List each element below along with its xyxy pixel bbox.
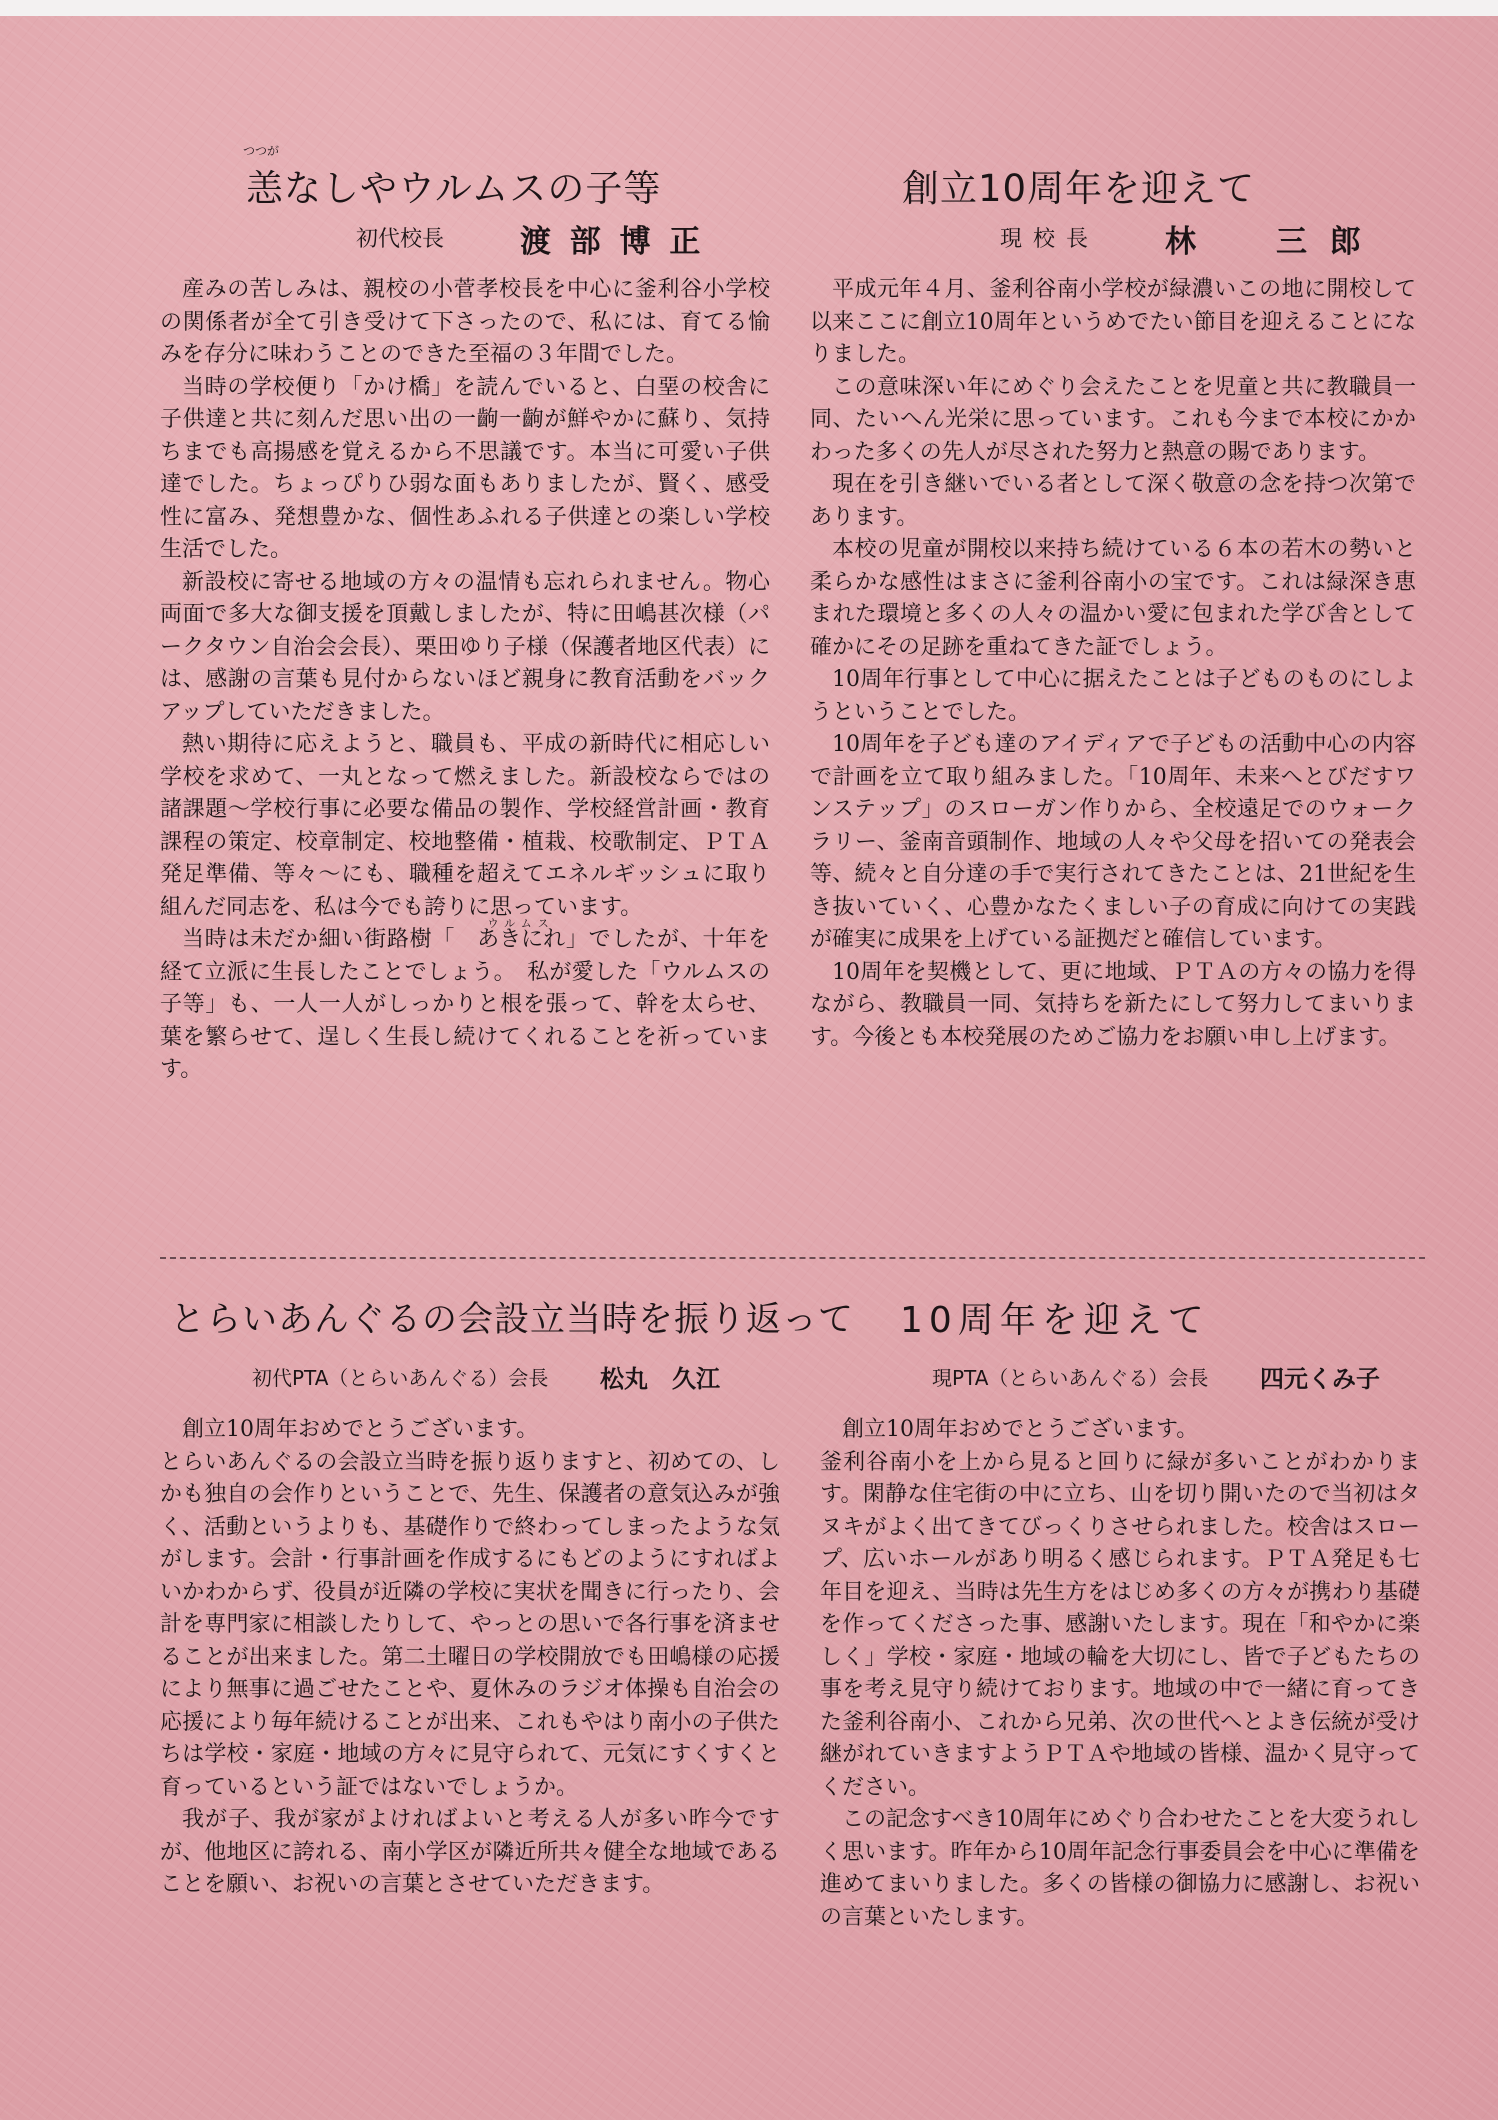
author-role: 現PTA（とらいあんぐる）会長 — [932, 1366, 1209, 1390]
paragraph: 我が子、我が家がよければよいと考える人が多い昨今ですが、他地区に誇れる、南小学区が隣近所共々健全な地域であることを願い、お祝いの言葉とさせていただきます。 — [160, 1807, 780, 1897]
article-header — [810, 150, 1416, 216]
paragraph: 釜利谷南小を上から見ると回りに緑が多いことがわかります。閑静な住宅街の中に立ち、山を切り開いたので当初はタヌキがよく出てきてびっくりさせられました。校舎はスロープ、広いホールがあり明るく感じられます。ＰＴＡ発足も七年目を迎え、当時は先生方をはじめ多くの方々が携わり基礎を作ってくださった事、感謝いたします。現在「和やかに楽しく」学校・家庭・地域の輪を大切にし、皆で子どもたちの事を考え見守り続けております。地域の中で一緒に育ってきた釜利谷南小、これから兄弟、次の世代へとよき伝統が受け継がれていきますようＰＴＡや地域の皆様、温かく見守ってください。 — [820, 1449, 1420, 1800]
article-first-principal — [160, 144, 770, 1087]
ruby-base: あきにれ — [477, 927, 566, 952]
article-title: とらいあんぐるの会設立当時を振り返って — [170, 1300, 855, 1340]
byline — [810, 216, 1416, 274]
paragraph-text: 」でしたが、十年を経て立派に生長したことでしょう。 私が愛した「ウルムスの子等」も、一人一人がしっかりと根を張って、幹を太らせ、葉を繁らせて、逞しく生長し続けてくれることを祈っています。 — [160, 927, 770, 1082]
byline — [160, 216, 770, 274]
paragraph: 10周年を子ども達のアイディアで子どもの活動中心の内容で計画を立て取り組みました。「10周年、未来へとびだすワンステップ」のスローガン作りから、全校遠足でのウォークラリー、釜南音頭制作、地域の人々や父母を招いての発表会等、続々と自分達の手で実行されてきたことは、21世紀を生き抜いていく、心豊かなたくましい子の育成に向けての実践が確実に成果を上げている証拠だと確信しています。 — [810, 732, 1416, 952]
paragraph: この意味深い年にめぐり会えたことを児童と共に教職員一同、たいへん光栄に思っています。これも今まで本校にかかわった多くの先人が尽された努力と熱意の賜であります。 — [810, 374, 1416, 465]
ruby-word — [455, 917, 566, 957]
article-body — [820, 1414, 1420, 1934]
article-header — [820, 1290, 1420, 1356]
ruby-annotation: ウルムス — [487, 917, 555, 930]
article-body — [810, 274, 1416, 1054]
article-body — [160, 274, 770, 1087]
paragraph: 10周年行事として中心に据えたことは子どものものにしようということでした。 — [810, 667, 1416, 725]
author-name: 四元くみ子 — [1260, 1365, 1380, 1393]
paragraph: 現在を引き継いでいる者として深く敬意の念を持つ次第であります。 — [810, 472, 1416, 530]
author-name: 松丸 久江 — [600, 1365, 720, 1393]
paragraph: 熱い期待に応えようと、職員も、平成の新時代に相応しい学校を求めて、一丸となって燃えました。新設校ならではの諸課題～学校行事に必要な備品の製作、学校経営計画・教育課程の策定、校章制定、校地整備・植栽、校歌制定、ＰＴＡ発足準備、等々～にも、職種を超えてエネルギッシュに取り組んだ同志を、私は今でも誇りに思っています。 — [160, 732, 770, 920]
paragraph: 本校の児童が開校以来持ち続けている６本の若木の勢いと柔らかな感性はまさに釜利谷南小の宝です。これは緑深き恵まれた環境と多くの人々の温かい愛に包まれた学び舎として確かにその足跡を重ねてきた証でしょう。 — [810, 537, 1416, 660]
byline — [820, 1356, 1420, 1414]
article-title: 恙なしやウルムスの子等 — [246, 167, 662, 210]
title-ruby: つつが — [243, 144, 280, 158]
paragraph-text: 当時は未だか細い街路樹「 — [182, 927, 456, 952]
paragraph: 新設校に寄せる地域の方々の温情も忘れられません。物心両面で多大な御支援を頂戴しましたが、特に田嶋甚次様（パークタウン自治会会長）、栗田ゆり子様（保護者地区代表）には、感謝の言葉も見付からないほど親身に教育活動をバックアップしていただきました。 — [160, 569, 770, 725]
article-current-pta-president — [820, 1290, 1420, 1934]
author-name: 渡 部 博 正 — [520, 224, 705, 260]
article-title: 10周年を迎えて — [900, 1300, 1210, 1341]
scan-top-margin — [0, 0, 1498, 16]
article-first-pta-president — [160, 1290, 855, 1902]
paragraph: 平成元年４月、釜利谷南小学校が緑濃いこの地に開校して以来ここに創立10周年というめでたい節目を迎えることになりました。 — [810, 277, 1416, 367]
author-role: 初代PTA（とらいあんぐる）会長 — [252, 1366, 549, 1390]
paragraph: この記念すべき10周年にめぐり合わせたことを大変うれしく思います。昨年から10周年記念行事委員会を中心に準備を進めてまいりました。多くの皆様の御協力に感謝し、お祝いの言葉といたします。 — [820, 1807, 1420, 1930]
article-header — [160, 1290, 855, 1356]
article-body — [160, 1414, 780, 1902]
byline — [160, 1356, 780, 1414]
section-divider — [160, 1257, 1425, 1259]
author-role: 現 校 長 — [1000, 227, 1090, 252]
paragraph: 10周年を契機として、更に地域、ＰＴＡの方々の協力を得ながら、教職員一同、気持ちを新たにして努力してまいります。今後とも本校発展のためご協力をお願い申し上げます。 — [810, 959, 1416, 1050]
author-name: 林 三 郎 — [1165, 224, 1367, 260]
paragraph: とらいあんぐるの会設立当時を振り返りますと、初めての、しかも独自の会作りということで、先生、保護者の意気込みが強く、活動というよりも、基礎作りで終わってしまったような気がします。会計・行事計画を作成するにもどのようにすればよいかわからず、役員が近隣の学校に実状を聞きに行ったり、会計を専門家に相談したりして、やっとの思いで各行事を済ませることが出来ました。第二土曜日の学校開放でも田嶋様の応援により無事に過ごせたことや、夏休みのラジオ体操も自治会の応援により毎年続けることが出来、これもやはり南小の子供たちは学校・家庭・地域の方々に見守られて、元気にすくすくと育っているという証ではないでしょうか。 — [160, 1449, 780, 1800]
paragraph — [160, 917, 770, 1087]
article-current-principal — [810, 150, 1416, 1054]
paragraph: 当時の学校便り「かけ橋」を読んでいると、白堊の校舎に子供達と共に刻んだ思い出の一齣一齣が鮮やかに蘇り、気持ちまでも高揚感を覚えるから不思議です。本当に可愛い子供達でした。ちょっぴりひ弱な面もありましたが、賢く、感受性に富み、発想豊かな、個性あふれる子供達との楽しい学校生活でした。 — [160, 374, 770, 562]
paragraph: 創立10周年おめでとうございます。 — [842, 1417, 1199, 1442]
paragraph: 産みの苦しみは、親校の小菅孝校長を中心に釜利谷小学校の関係者が全て引き受けて下さったので、私には、育てる愉みを存分に味わうことのできた至福の３年間でした。 — [160, 277, 770, 367]
article-title: 創立10周年を迎えて — [902, 167, 1256, 210]
paragraph: 創立10周年おめでとうございます。 — [182, 1417, 539, 1442]
article-header — [160, 144, 770, 216]
author-role: 初代校長 — [356, 227, 445, 252]
